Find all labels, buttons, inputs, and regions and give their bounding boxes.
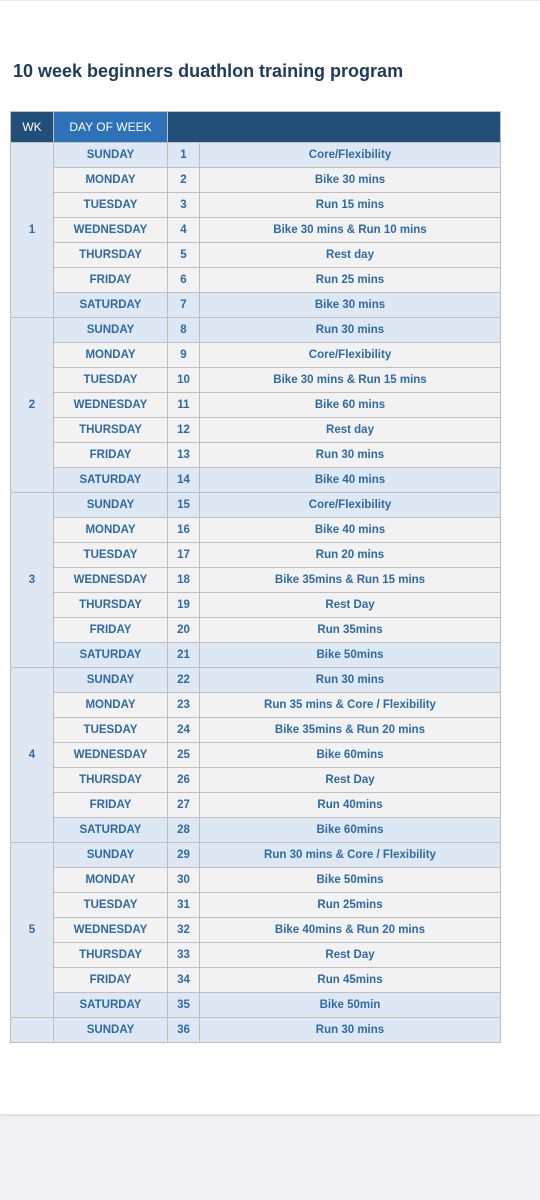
day-number-cell: 30 xyxy=(168,868,200,893)
day-cell: MONDAY xyxy=(54,343,168,368)
workout-cell: Rest Day xyxy=(200,593,501,618)
day-number-cell: 17 xyxy=(168,543,200,568)
workout-cell: Bike 30 mins xyxy=(200,168,501,193)
day-cell: FRIDAY xyxy=(54,443,168,468)
workout-cell: Run 30 mins & Core / Flexibility xyxy=(200,843,501,868)
workout-cell: Bike 30 mins xyxy=(200,293,501,318)
table-row xyxy=(11,343,501,368)
day-cell: SATURDAY xyxy=(54,468,168,493)
page-title: 10 week beginners duathlon training program xyxy=(13,61,404,81)
day-cell: THURSDAY xyxy=(54,768,168,793)
week-number-cell: 3 xyxy=(11,493,54,668)
workout-cell: Core/Flexibility xyxy=(200,143,501,168)
day-cell: TUESDAY xyxy=(54,718,168,743)
table-row xyxy=(11,418,501,443)
workout-cell: Run 25 mins xyxy=(200,268,501,293)
table-row xyxy=(11,643,501,668)
workout-cell: Run 40mins xyxy=(200,793,501,818)
day-cell: THURSDAY xyxy=(54,243,168,268)
table-row xyxy=(11,743,501,768)
day-cell: TUESDAY xyxy=(54,543,168,568)
workout-cell: Core/Flexibility xyxy=(200,343,501,368)
table-row xyxy=(11,268,501,293)
table-row xyxy=(11,168,501,193)
day-cell: FRIDAY xyxy=(54,793,168,818)
table-row xyxy=(11,943,501,968)
week-number-cell: 2 xyxy=(11,318,54,493)
day-number-cell: 18 xyxy=(168,568,200,593)
table-row xyxy=(11,843,501,868)
day-number-cell: 10 xyxy=(168,368,200,393)
day-number-cell: 14 xyxy=(168,468,200,493)
day-number-cell: 31 xyxy=(168,893,200,918)
table-row xyxy=(11,218,501,243)
workout-cell: Bike 30 mins & Run 15 mins xyxy=(200,368,501,393)
day-cell: SUNDAY xyxy=(54,493,168,518)
day-cell: SATURDAY xyxy=(54,293,168,318)
day-cell: WEDNESDAY xyxy=(54,743,168,768)
table-row xyxy=(11,793,501,818)
table-row xyxy=(11,293,501,318)
day-cell: SATURDAY xyxy=(54,993,168,1018)
day-cell: SUNDAY xyxy=(54,143,168,168)
table-row xyxy=(11,718,501,743)
week-number-cell: 4 xyxy=(11,668,54,843)
day-number-cell: 29 xyxy=(168,843,200,868)
day-cell: THURSDAY xyxy=(54,418,168,443)
day-number-cell: 6 xyxy=(168,268,200,293)
workout-cell: Bike 40mins & Run 20 mins xyxy=(200,918,501,943)
day-cell: TUESDAY xyxy=(54,893,168,918)
day-number-cell: 24 xyxy=(168,718,200,743)
workout-cell: Bike 30 mins & Run 10 mins xyxy=(200,218,501,243)
day-cell: SATURDAY xyxy=(54,643,168,668)
table-row xyxy=(11,143,501,168)
workout-cell: Run 35 mins & Core / Flexibility xyxy=(200,693,501,718)
table-row xyxy=(11,768,501,793)
workout-cell: Bike 40 mins xyxy=(200,518,501,543)
day-number-cell: 23 xyxy=(168,693,200,718)
table-row xyxy=(11,918,501,943)
day-cell: TUESDAY xyxy=(54,368,168,393)
day-number-cell: 36 xyxy=(168,1018,200,1043)
day-cell: FRIDAY xyxy=(54,618,168,643)
table-body xyxy=(11,143,501,1043)
day-number-cell: 7 xyxy=(168,293,200,318)
day-number-cell: 26 xyxy=(168,768,200,793)
workout-cell: Run 20 mins xyxy=(200,543,501,568)
workout-cell: Bike 35mins & Run 20 mins xyxy=(200,718,501,743)
workout-cell: Core/Flexibility xyxy=(200,493,501,518)
day-cell: MONDAY xyxy=(54,518,168,543)
day-number-cell: 19 xyxy=(168,593,200,618)
workout-cell: Bike 40 mins xyxy=(200,468,501,493)
workout-cell: Rest Day xyxy=(200,768,501,793)
day-number-cell: 5 xyxy=(168,243,200,268)
workout-cell: Rest day xyxy=(200,418,501,443)
table-row xyxy=(11,993,501,1018)
week-column-header: WK xyxy=(11,112,54,143)
day-number-cell: 8 xyxy=(168,318,200,343)
day-cell: MONDAY xyxy=(54,168,168,193)
workout-cell: Rest day xyxy=(200,243,501,268)
week-number-cell xyxy=(11,1018,54,1043)
workout-cell: Run 25mins xyxy=(200,893,501,918)
day-number-cell: 28 xyxy=(168,818,200,843)
day-cell: WEDNESDAY xyxy=(54,218,168,243)
day-number-cell: 27 xyxy=(168,793,200,818)
day-number-cell: 21 xyxy=(168,643,200,668)
table-header-row xyxy=(11,112,501,143)
table-row xyxy=(11,468,501,493)
table-row xyxy=(11,243,501,268)
table-row xyxy=(11,368,501,393)
table-row xyxy=(11,968,501,993)
day-number-cell: 25 xyxy=(168,743,200,768)
day-number-cell: 35 xyxy=(168,993,200,1018)
day-cell: FRIDAY xyxy=(54,968,168,993)
workout-cell: Bike 50min xyxy=(200,993,501,1018)
top-divider xyxy=(0,0,540,1)
day-number-cell: 2 xyxy=(168,168,200,193)
week-number-cell: 1 xyxy=(11,143,54,318)
day-number-cell: 16 xyxy=(168,518,200,543)
day-cell: THURSDAY xyxy=(54,593,168,618)
day-cell: MONDAY xyxy=(54,868,168,893)
day-number-cell: 20 xyxy=(168,618,200,643)
workout-cell: Bike 50mins xyxy=(200,868,501,893)
day-cell: TUESDAY xyxy=(54,193,168,218)
workout-cell: Run 45mins xyxy=(200,968,501,993)
workout-cell: Rest Day xyxy=(200,943,501,968)
day-number-cell: 33 xyxy=(168,943,200,968)
day-number-cell: 11 xyxy=(168,393,200,418)
table-row xyxy=(11,893,501,918)
day-cell: SUNDAY xyxy=(54,318,168,343)
table-row xyxy=(11,868,501,893)
workout-cell: Bike 60mins xyxy=(200,743,501,768)
table-row xyxy=(11,443,501,468)
table-row xyxy=(11,693,501,718)
table-row xyxy=(11,668,501,693)
table-row xyxy=(11,593,501,618)
workout-column-header xyxy=(168,112,501,143)
table-row xyxy=(11,518,501,543)
workout-cell: Run 30 mins xyxy=(200,443,501,468)
day-cell: SATURDAY xyxy=(54,818,168,843)
day-cell: SUNDAY xyxy=(54,843,168,868)
day-cell: SUNDAY xyxy=(54,668,168,693)
table-row xyxy=(11,568,501,593)
workout-cell: Run 35mins xyxy=(200,618,501,643)
day-cell: WEDNESDAY xyxy=(54,568,168,593)
day-number-cell: 22 xyxy=(168,668,200,693)
day-cell: WEDNESDAY xyxy=(54,918,168,943)
table-row xyxy=(11,493,501,518)
workout-cell: Bike 60 mins xyxy=(200,393,501,418)
workout-cell: Run 30 mins xyxy=(200,1018,501,1043)
workout-cell: Bike 50mins xyxy=(200,643,501,668)
table-row xyxy=(11,193,501,218)
day-number-cell: 15 xyxy=(168,493,200,518)
day-number-cell: 12 xyxy=(168,418,200,443)
workout-cell: Run 15 mins xyxy=(200,193,501,218)
table-row xyxy=(11,318,501,343)
day-cell: FRIDAY xyxy=(54,268,168,293)
workout-cell: Run 30 mins xyxy=(200,318,501,343)
workout-cell: Bike 60mins xyxy=(200,818,501,843)
day-number-cell: 1 xyxy=(168,143,200,168)
table-row xyxy=(11,393,501,418)
table-row xyxy=(11,818,501,843)
table-row xyxy=(11,1018,501,1043)
day-number-cell: 3 xyxy=(168,193,200,218)
day-number-cell: 32 xyxy=(168,918,200,943)
table-row xyxy=(11,543,501,568)
day-number-cell: 9 xyxy=(168,343,200,368)
day-number-cell: 34 xyxy=(168,968,200,993)
table-row xyxy=(11,618,501,643)
day-cell: MONDAY xyxy=(54,693,168,718)
day-number-cell: 4 xyxy=(168,218,200,243)
day-cell: SUNDAY xyxy=(54,1018,168,1043)
day-cell: THURSDAY xyxy=(54,943,168,968)
day-cell: WEDNESDAY xyxy=(54,393,168,418)
day-column-header: DAY OF WEEK xyxy=(54,112,168,143)
workout-cell: Bike 35mins & Run 15 mins xyxy=(200,568,501,593)
training-schedule-table xyxy=(10,111,501,1043)
week-number-cell: 5 xyxy=(11,843,54,1018)
day-number-cell: 13 xyxy=(168,443,200,468)
workout-cell: Run 30 mins xyxy=(200,668,501,693)
